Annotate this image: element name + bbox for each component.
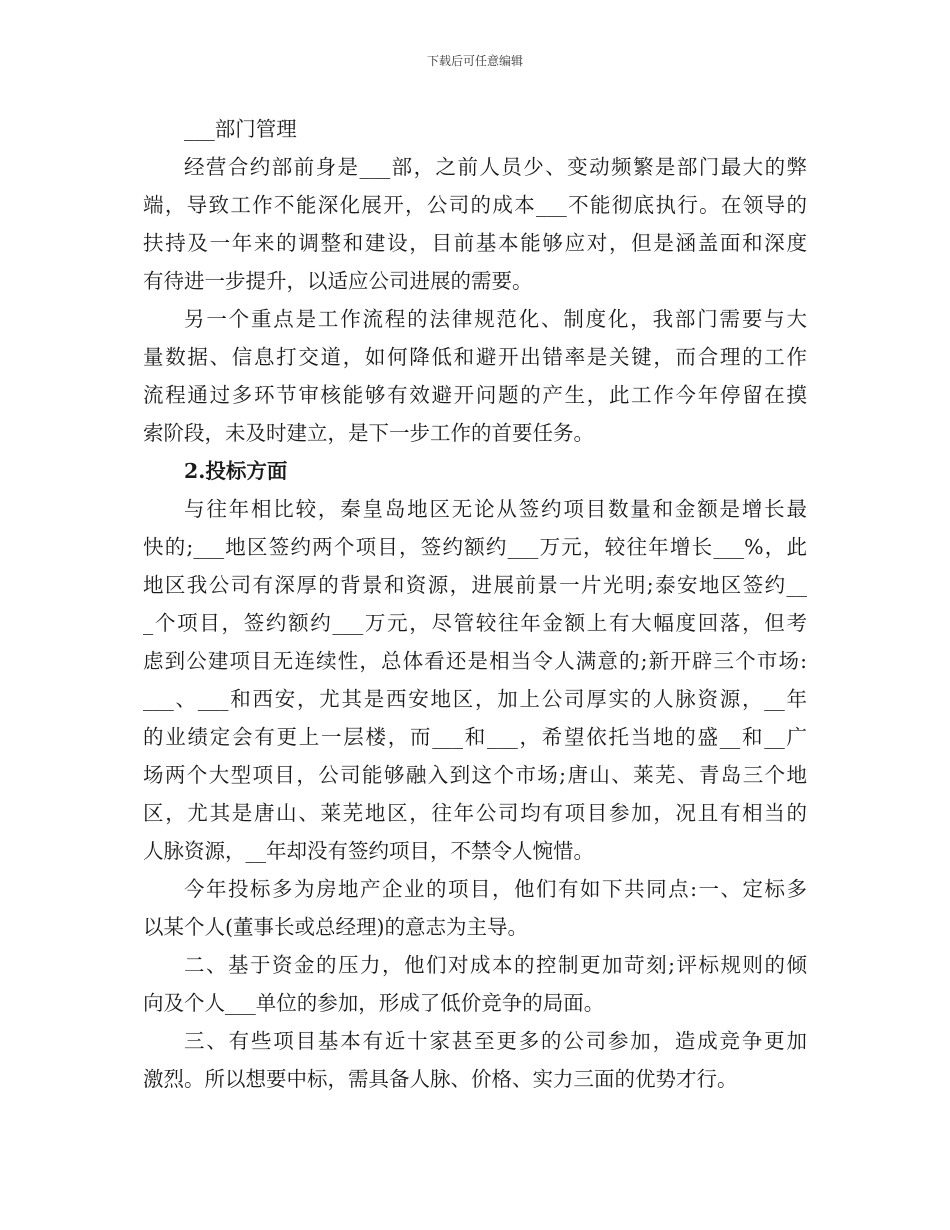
paragraph-line: 经营合约部前身是___部，之前人员少、变动频繁是部门最大的弊 <box>184 155 807 179</box>
paragraph-line: 扶持及一年来的调整和建设，目前基本能够应对，但是涵盖面和深度 <box>143 231 807 255</box>
paragraph-line: 与往年相比较，秦皇岛地区无论从签约项目数量和金额是增长最 <box>184 497 807 521</box>
paragraph-line: 有待进一步提升，以适应公司进展的需要。 <box>143 269 533 293</box>
page-header-note: 下载后可任意编辑 <box>426 54 523 68</box>
paragraph-line: 今年投标多为房地产企业的项目，他们有如下共同点:一、定标多 <box>184 877 807 901</box>
paragraph-line: 场两个大型项目，公司能够融入到这个市场;唐山、莱芜、青岛三个地 <box>143 763 807 787</box>
paragraph-line: 三、有些项目基本有近十家甚至更多的公司参加，造成竞争更加 <box>184 1029 807 1053</box>
paragraph-line: 索阶段，未及时建立，是下一步工作的首要任务。 <box>143 421 594 445</box>
paragraph-line: _个项目，签约额约___万元，尽管较往年金额上有大幅度回落，但考 <box>143 611 807 635</box>
paragraph-line: 端，导致工作不能深化展开，公司的成本___不能彻底执行。在领导的 <box>143 193 807 217</box>
paragraph-line: 区，尤其是唐山、莱芜地区，往年公司均有项目参加，况且有相当的 <box>143 801 807 825</box>
paragraph-line: 流程通过多环节审核能够有效避开问题的产生，此工作今年停留在摸 <box>143 383 807 407</box>
paragraph-line: 地区我公司有深厚的背景和资源，进展前景一片光明;泰安地区签约__ <box>143 573 807 597</box>
paragraph-line: 虑到公建项目无连续性，总体看还是相当令人满意的;新开辟三个市场: <box>143 649 807 673</box>
section-subheading: ___部门管理 <box>184 117 297 141</box>
paragraph-line: 快的;___地区签约两个项目，签约额约___万元，较往年增长___%，此 <box>143 535 807 559</box>
paragraph-line: 人脉资源，__年却没有签约项目，不禁令人惋惜。 <box>143 839 594 863</box>
document-body <box>143 110 807 1098</box>
paragraph-line: 以某个人(董事长或总经理)的意志为主导。 <box>143 915 528 939</box>
paragraph-line: 二、基于资金的压力，他们对成本的控制更加苛刻;评标规则的倾 <box>184 953 807 977</box>
paragraph-line: 向及个人___单位的参加，形成了低价竞争的局面。 <box>143 991 605 1015</box>
section-heading-bidding: 2.投标方面 <box>184 459 288 483</box>
paragraph-line: ___、___和西安，尤其是西安地区，加上公司厚实的人脉资源，__年 <box>143 687 807 711</box>
paragraph-line: 激烈。所以想要中标，需具备人脉、价格、实力三面的优势才行。 <box>143 1067 738 1091</box>
paragraph-line: 的业绩定会有更上一层楼，而___和___，希望依托当地的盛__和__广 <box>143 725 807 749</box>
paragraph-line: 量数据、信息打交道，如何降低和避开出错率是关键，而合理的工作 <box>143 345 807 369</box>
paragraph-line: 另一个重点是工作流程的法律规范化、制度化，我部门需要与大 <box>184 307 807 331</box>
